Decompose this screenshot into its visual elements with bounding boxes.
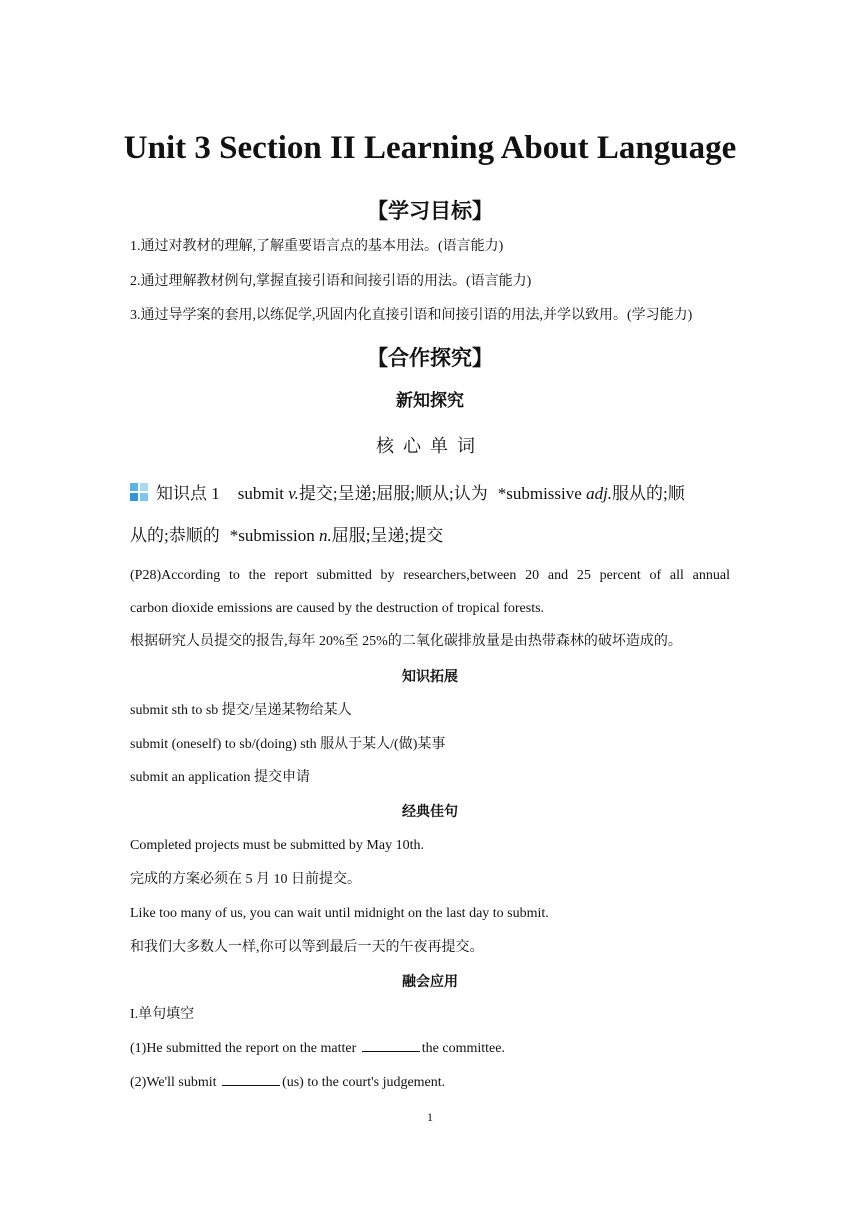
question-2 <box>130 1073 445 1093</box>
derived-word-1-meaning-cont: 从的;恭顺的 <box>130 526 220 545</box>
question-2-text-end: (us) to the court's judgement. <box>282 1075 446 1090</box>
example-sentence-line-1: (P28)According to the report submitted by researchers,between 20 and 25 percent of all annual <box>130 568 730 583</box>
core-words-heading: 核心单词 <box>376 436 484 456</box>
classic-item-1: Completed projects must be submitted by May 10th. <box>130 838 424 853</box>
question-1 <box>130 1039 505 1059</box>
answer-blank-2[interactable] <box>222 1073 280 1086</box>
cooperation-heading: 【合作探究】 <box>367 346 493 370</box>
example-translation: 根据研究人员提交的报告,每年 20%至 25%的二氧化碳排放量是由热带森林的破坏造成的。 <box>130 634 682 649</box>
new-knowledge-subheading: 新知探究 <box>396 391 464 411</box>
headword-meaning: 提交;呈递;屈服;顺从;认为 <box>298 484 488 503</box>
classic-heading: 经典佳句 <box>402 804 458 820</box>
knowledge-point-line-2 <box>130 524 443 548</box>
objective-item-2: 2.通过理解教材例句,掌握直接引语和间接引语的用法。(语言能力) <box>130 274 532 289</box>
question-1-text: (1)He submitted the report on the matter <box>130 1041 357 1056</box>
question-2-text: (2)We'll submit <box>130 1075 217 1090</box>
extension-item-1: submit sth to sb 提交/呈递某物给某人 <box>130 703 352 718</box>
answer-blank-1[interactable] <box>362 1039 420 1052</box>
derived-word-1: *submissive <box>497 484 582 503</box>
objective-item-3: 3.通过导学案的套用,以练促学,巩固内化直接引语和间接引语的用法,并学以致用。(学习能力) <box>130 308 693 323</box>
knowledge-point-line-1 <box>130 482 685 506</box>
extension-item-3: submit an application 提交申请 <box>130 770 311 785</box>
extension-heading: 知识拓展 <box>402 669 458 685</box>
question-1-text-end: the committee. <box>421 1041 505 1056</box>
classic-item-3: Like too many of us, you can wait until midnight on the last day to submit. <box>130 906 549 921</box>
headword: submit <box>237 484 285 503</box>
derived-word-2-pos: n. <box>319 526 332 545</box>
derived-word-2: *submission <box>229 526 315 545</box>
example-sentence-line-2: carbon dioxide emissions are caused by the destruction of tropical forests. <box>130 601 545 616</box>
page-title: Unit 3 Section II Learning About Language <box>123 130 737 166</box>
headword-pos: v. <box>288 484 299 503</box>
classic-item-2: 完成的方案必须在 5 月 10 日前提交。 <box>130 872 361 887</box>
grid-icon <box>130 483 148 501</box>
page-number: 1 <box>427 1110 433 1124</box>
extension-item-2: submit (oneself) to sb/(doing) sth 服从于某人/(做)某事 <box>130 737 446 752</box>
derived-word-1-meaning: 服从的;顺 <box>612 484 685 503</box>
application-heading: 融会应用 <box>402 974 458 990</box>
application-section-label: I.单句填空 <box>130 1007 195 1022</box>
derived-word-1-pos: adj. <box>586 484 613 503</box>
derived-word-2-meaning: 屈服;呈递;提交 <box>331 526 444 545</box>
knowledge-point-label: 知识点 1 <box>156 484 220 503</box>
classic-item-4: 和我们大多数人一样,你可以等到最后一天的午夜再提交。 <box>130 940 484 955</box>
objectives-heading: 【学习目标】 <box>367 199 493 223</box>
objective-item-1: 1.通过对教材的理解,了解重要语言点的基本用法。(语言能力) <box>130 239 504 254</box>
